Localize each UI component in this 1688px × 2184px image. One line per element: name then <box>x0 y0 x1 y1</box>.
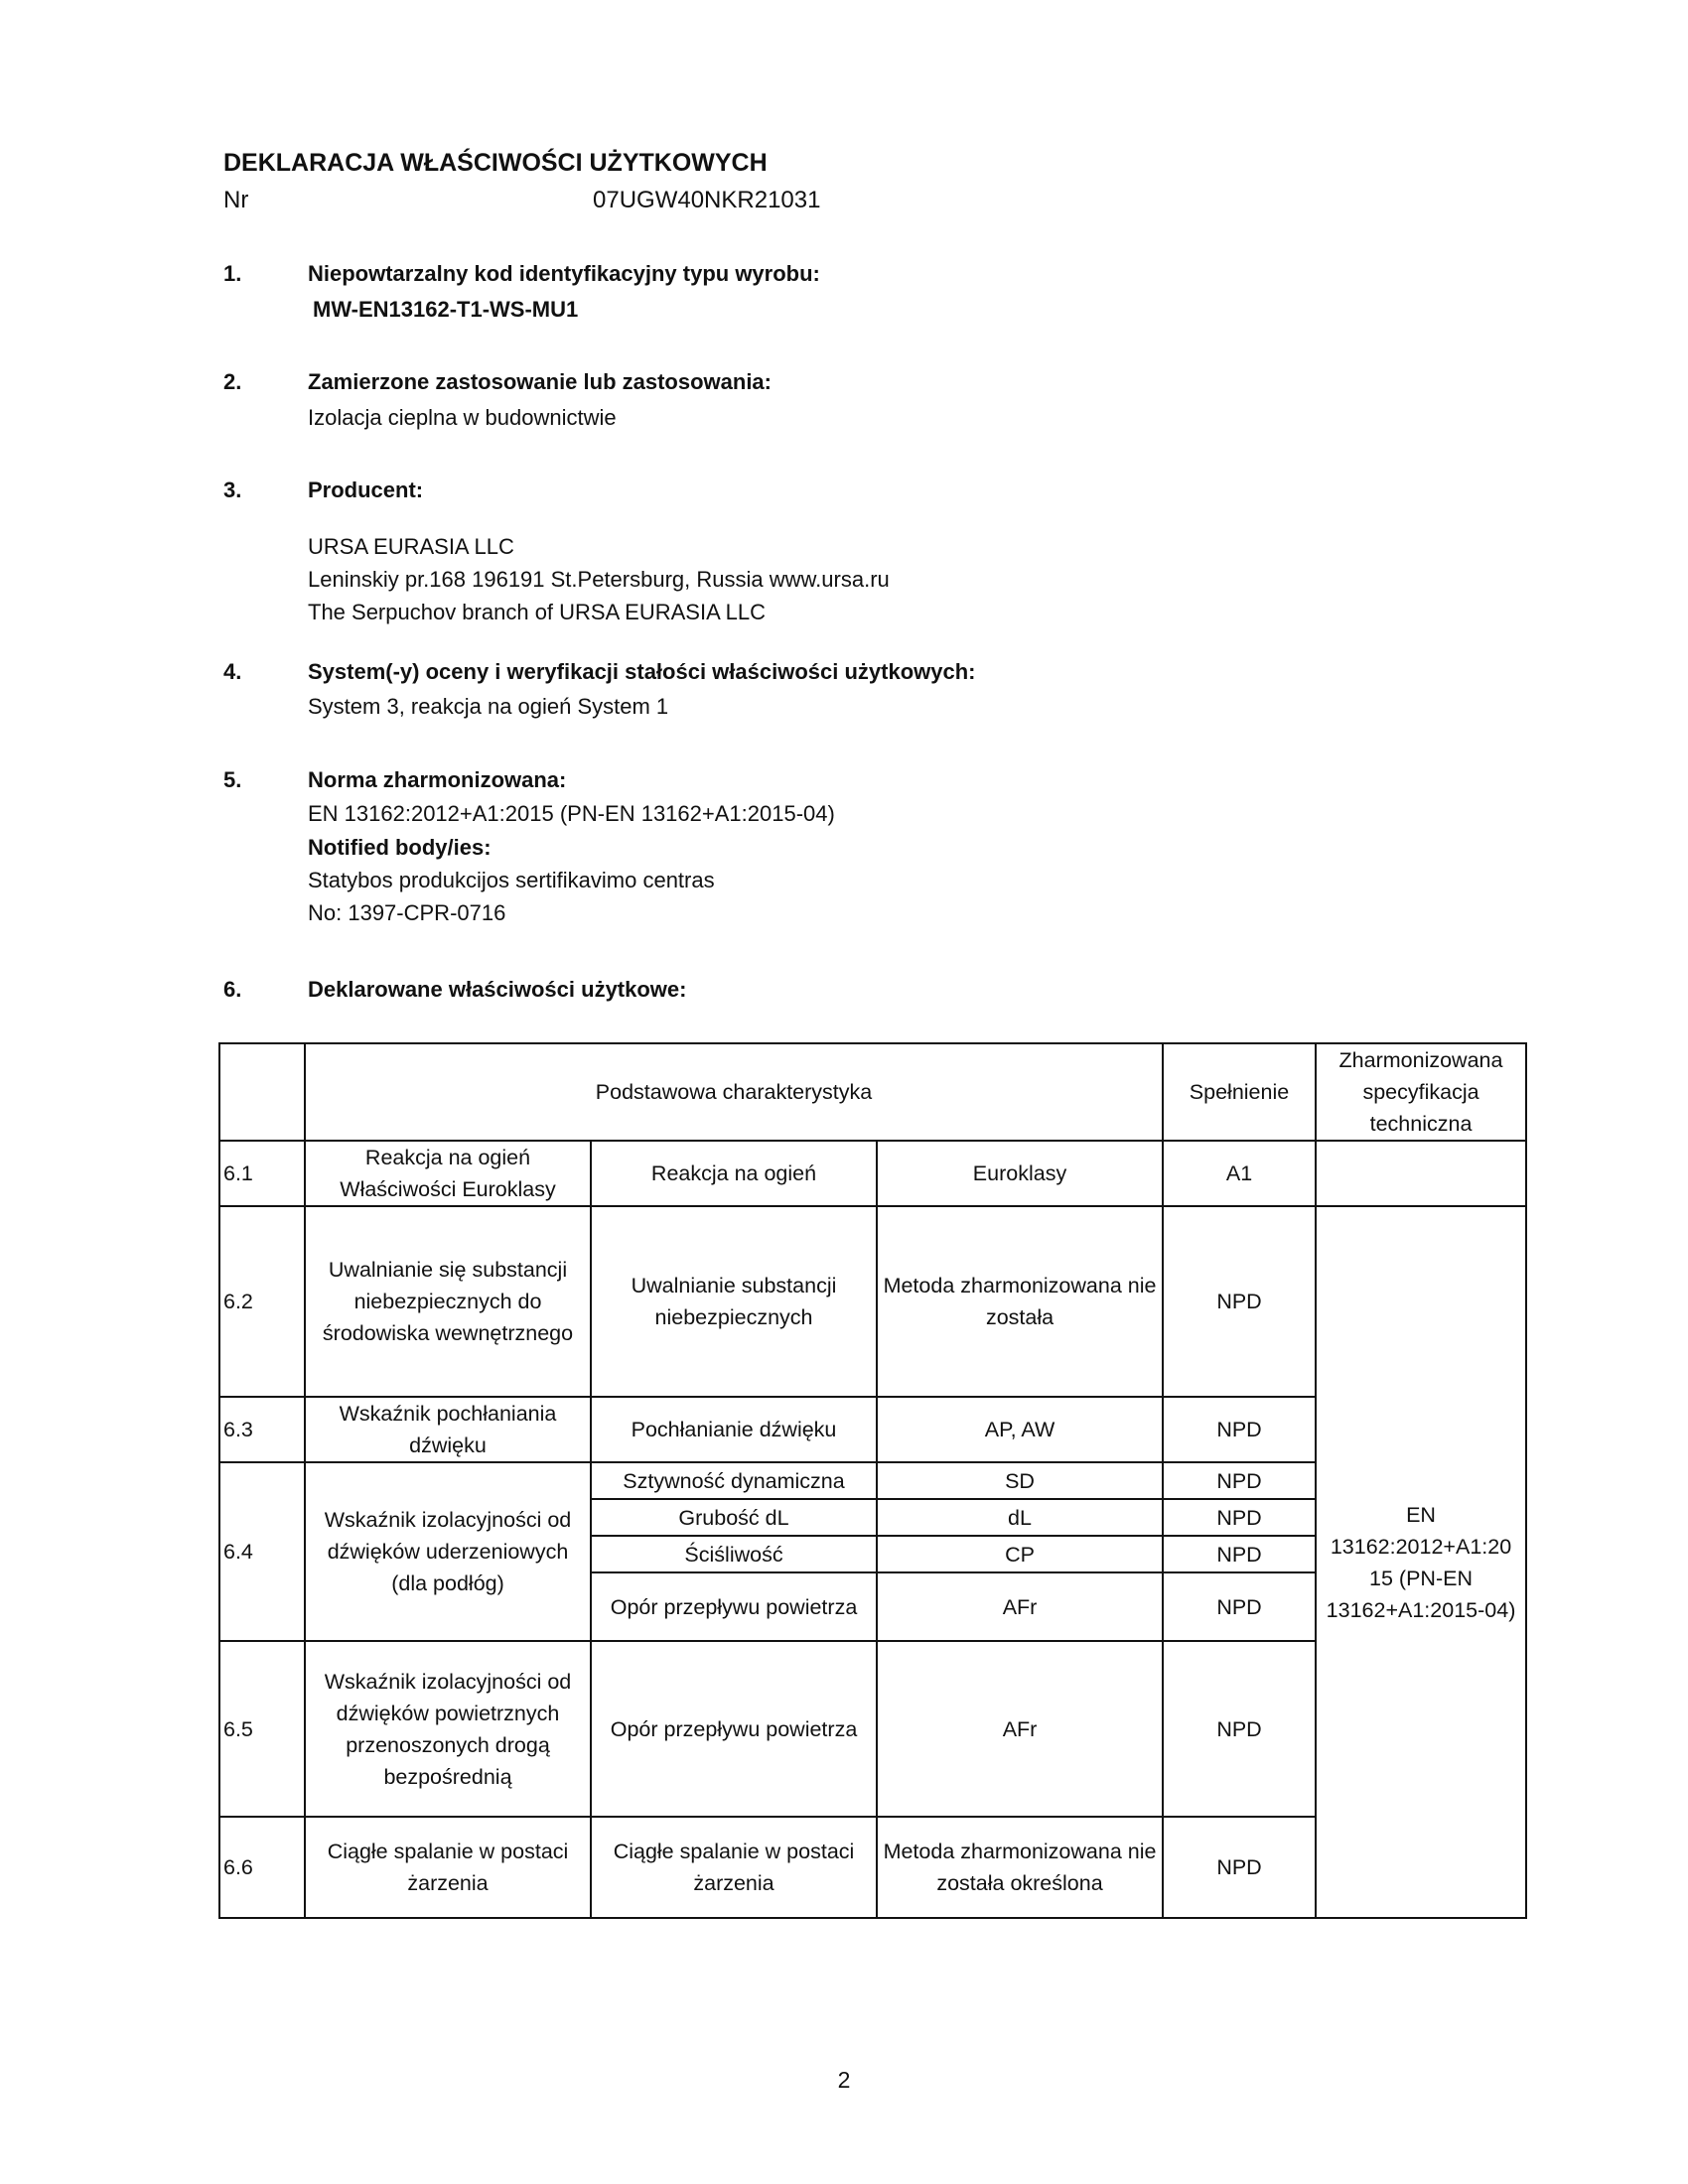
header-characteristic: Podstawowa charakterystyka <box>305 1043 1163 1141</box>
row-value: NPD <box>1163 1462 1316 1499</box>
row-property: Grubość dL <box>591 1499 877 1536</box>
section-5-heading: Norma zharmonizowana: <box>308 767 567 792</box>
header-empty-cell <box>219 1043 305 1141</box>
assessment-system: System 3, reakcja na ogień System 1 <box>308 694 669 719</box>
row-number: 6.3 <box>219 1397 305 1462</box>
row-symbol: SD <box>877 1462 1163 1499</box>
section-4-heading: System(-y) oceny i weryfikacji stałości właściwości użytkowych: <box>308 659 976 684</box>
row-value: NPD <box>1163 1536 1316 1572</box>
row-value: A1 <box>1163 1141 1316 1206</box>
row-number: 6.1 <box>219 1141 305 1206</box>
notified-body-number: No: 1397-CPR-0716 <box>308 900 506 925</box>
spec-value: EN 13162:2012+A1:20 15 (PN-EN 13162+A1:2015-04) <box>1316 1206 1526 1918</box>
header-compliance: Spełnienie <box>1163 1043 1316 1141</box>
row-property: Ściśliwość <box>591 1536 877 1572</box>
row-property: Reakcja na ogień <box>591 1141 877 1206</box>
row-property: Ciągłe spalanie w postaci żarzenia <box>591 1817 877 1918</box>
row-symbol: CP <box>877 1536 1163 1572</box>
row-group: Wskaźnik pochłaniania dźwięku <box>305 1397 591 1462</box>
row-property: Uwalnianie substancji niebezpiecznych <box>591 1206 877 1397</box>
manufacturer-branch: The Serpuchov branch of URSA EURASIA LLC <box>308 600 767 624</box>
row-property: Opór przepływu powietrza <box>591 1641 877 1817</box>
row-spec-empty <box>1316 1141 1526 1206</box>
performance-table <box>218 1042 1527 1919</box>
row-symbol: Metoda zharmonizowana nie została określona <box>877 1817 1163 1918</box>
row-group: Wskaźnik izolacyjności od dźwięków uderzeniowych (dla podłóg) <box>305 1462 591 1641</box>
section-6-heading: Deklarowane właściwości użytkowe: <box>308 977 687 1002</box>
section-1-number: 1. <box>223 261 242 286</box>
section-4-number: 4. <box>223 659 242 684</box>
row-group: Ciągłe spalanie w postaci żarzenia <box>305 1817 591 1918</box>
row-value: NPD <box>1163 1572 1316 1641</box>
row-property: Opór przepływu powietrza <box>591 1572 877 1641</box>
intended-use: Izolacja cieplna w budownictwie <box>308 405 617 430</box>
row-value: NPD <box>1163 1499 1316 1536</box>
section-2-heading: Zamierzone zastosowanie lub zastosowania: <box>308 369 772 394</box>
notified-body-name: Statybos produkcijos sertifikavimo centras <box>308 868 715 892</box>
section-6-number: 6. <box>223 977 242 1002</box>
row-symbol: AP, AW <box>877 1397 1163 1462</box>
table-row <box>219 1206 1526 1397</box>
row-value: NPD <box>1163 1206 1316 1397</box>
row-symbol: AFr <box>877 1572 1163 1641</box>
row-group: Wskaźnik izolacyjności od dźwięków powietrznych przenoszonych drogą bezpośrednią <box>305 1641 591 1817</box>
section-3-heading: Producent: <box>308 478 424 502</box>
row-property: Pochłanianie dźwięku <box>591 1397 877 1462</box>
section-1-heading: Niepowtarzalny kod identyfikacyjny typu wyrobu: <box>308 261 820 286</box>
declaration-number-value: 07UGW40NKR21031 <box>593 187 821 213</box>
row-value: NPD <box>1163 1397 1316 1462</box>
table-row <box>219 1141 1526 1206</box>
row-number: 6.2 <box>219 1206 305 1397</box>
row-value: NPD <box>1163 1817 1316 1918</box>
row-group: Reakcja na ogień Właściwości Euroklasy <box>305 1141 591 1206</box>
row-number: 6.5 <box>219 1641 305 1817</box>
row-symbol: AFr <box>877 1641 1163 1817</box>
row-group: Uwalnianie się substancji niebezpiecznych do środowiska wewnętrznego <box>305 1206 591 1397</box>
row-value: NPD <box>1163 1641 1316 1817</box>
product-code: MW-EN13162-T1-WS-MU1 <box>313 297 579 322</box>
section-5-number: 5. <box>223 767 242 792</box>
page-number: 2 <box>837 2067 851 2093</box>
header-spec: Zharmonizowana specyfikacja techniczna <box>1316 1043 1526 1141</box>
notified-body-heading: Notified body/ies: <box>308 835 492 860</box>
manufacturer-name: URSA EURASIA LLC <box>308 534 514 559</box>
table-header-row <box>219 1043 1526 1141</box>
row-symbol: dL <box>877 1499 1163 1536</box>
declaration-number-label: Nr <box>223 187 249 213</box>
harmonised-standard: EN 13162:2012+A1:2015 (PN-EN 13162+A1:2015-04) <box>308 801 835 826</box>
manufacturer-address: Leninskiy pr.168 196191 St.Petersburg, Russia www.ursa.ru <box>308 567 890 592</box>
document-title: DEKLARACJA WŁAŚCIWOŚCI UŻYTKOWYCH <box>223 149 768 177</box>
row-property: Sztywność dynamiczna <box>591 1462 877 1499</box>
row-symbol: Metoda zharmonizowana nie została <box>877 1206 1163 1397</box>
row-symbol: Euroklasy <box>877 1141 1163 1206</box>
row-number: 6.4 <box>219 1462 305 1641</box>
section-2-number: 2. <box>223 369 242 394</box>
row-number: 6.6 <box>219 1817 305 1918</box>
section-3-number: 3. <box>223 478 242 502</box>
